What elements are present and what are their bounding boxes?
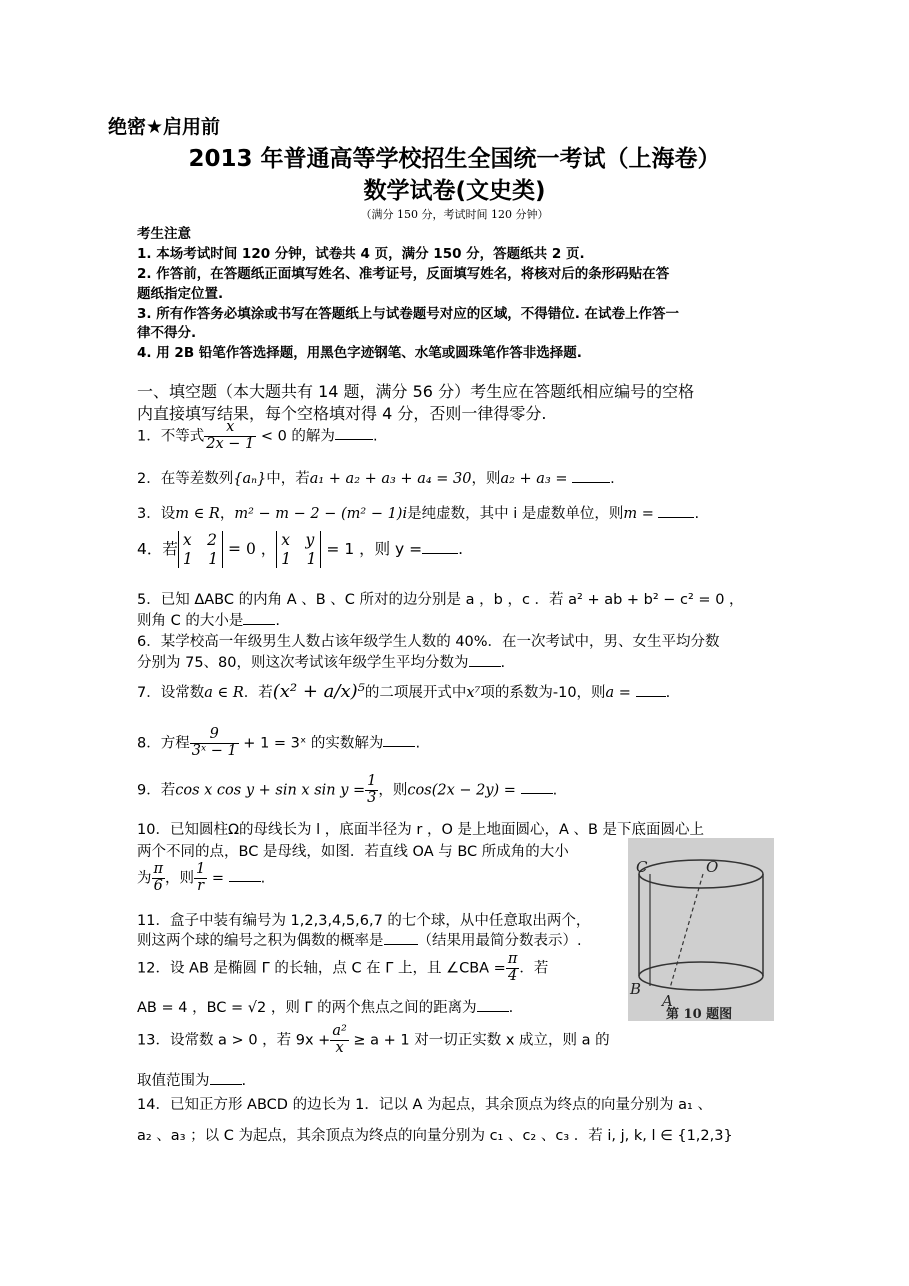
question-10: 10．已知圆柱Ω的母线长为 l ，底面半径为 r ，O 是上地面圆心，A 、B 是下底面圆心上 bbox=[137, 822, 705, 838]
score-info: （满分 150 分，考试时间 120 分钟） bbox=[360, 208, 549, 221]
q1-fraction: $\frac{x}{2x - 1}$ bbox=[206, 419, 255, 452]
q9-fraction: $\frac{1}{3}$ bbox=[367, 773, 377, 806]
answer-blank bbox=[572, 468, 610, 483]
question-6-cont: 分别为 75、80，则这次考试该年级学生平均分数为 . bbox=[137, 651, 505, 672]
label-C: C bbox=[636, 858, 648, 876]
question-13-cont: 取值范围为 . bbox=[137, 1069, 246, 1090]
answer-blank bbox=[469, 652, 501, 667]
cylinder-diagram bbox=[628, 838, 774, 1021]
secret-label: 绝密★启用前 bbox=[108, 116, 221, 138]
answer-blank bbox=[658, 503, 694, 518]
question-9: 9．若cos x cos y + sin x sin y = $\frac{1}{3}$ ，则cos(2x − 2y) = . bbox=[137, 773, 558, 806]
answer-blank bbox=[243, 610, 275, 625]
answer-blank bbox=[229, 867, 261, 882]
exam-title: 2013 年普通高等学校招生全国统一考试（上海卷） bbox=[188, 146, 721, 172]
question-10-cont: 两个不同的点，BC 是母线，如图．若直线 OA 与 BC 所成角的大小 bbox=[137, 844, 569, 860]
question-3: 3．设m ∈ R，m² − m − 2 − (m² − 1)i是纯虚数，其中 i 是虚数单位，则m = . bbox=[137, 502, 699, 523]
notice-heading: 考生注意 bbox=[137, 226, 191, 242]
answer-blank bbox=[384, 930, 418, 945]
notice-item: 1. 本场考试时间 120 分钟，试卷共 4 页，满分 150 分，答题纸共 2 页. bbox=[137, 246, 585, 262]
determinant-2: x y 1 1 bbox=[276, 531, 321, 568]
answer-blank bbox=[422, 539, 458, 554]
label-A: A bbox=[662, 992, 673, 1010]
question-10-cont2: 为 $\frac{\pi}{6}$ ，则 $\frac{1}{r}$ = . bbox=[137, 861, 266, 894]
line-OA bbox=[670, 874, 703, 988]
answer-blank bbox=[521, 779, 553, 794]
question-12-cont: AB = 4 ，BC = √2 ，则 Γ 的两个焦点之间的距离为 . bbox=[137, 996, 513, 1017]
figure-caption: 第 10 题图 bbox=[666, 1007, 733, 1021]
notice-item: 题纸指定位置. bbox=[137, 286, 224, 302]
question-12: 12．设 AB 是椭圆 Γ 的长轴，点 C 在 Γ 上，且 ∠CBA = $\frac{\pi}{4}$ ．若 bbox=[137, 951, 549, 984]
answer-blank bbox=[383, 732, 415, 747]
question-13: 13．设常数 a > 0 ，若 9x + $\frac{\text{a²}}{x}$ ≥ a + 1 对一切正实数 x 成立，则 a 的 bbox=[137, 1023, 610, 1056]
notice-item: 2. 作答前，在答题纸正面填写姓名、准考证号，反面填写姓名，将核对后的条形码贴在答 bbox=[137, 266, 670, 282]
question-11: 11．盒子中装有编号为 1,2,3,4,5,6,7 的七个球，从中任意取出两个， bbox=[137, 913, 591, 929]
q1-text: 1．不等式 bbox=[137, 428, 205, 445]
label-B: B bbox=[630, 980, 642, 998]
q12-fraction: $\frac{\pi}{4}$ bbox=[507, 951, 518, 984]
question-2: 2．在等差数列{aₙ}中，若a₁ + a₂ + a₃ + a₄ = 30，则a₂ + a₃ = . bbox=[137, 467, 615, 488]
label-O: O bbox=[706, 858, 719, 876]
q10-fraction-1: $\frac{\pi}{6}$ bbox=[153, 861, 164, 894]
notice-item: 4. 用 2B 铅笔作答选择题，用黑色字迹钢笔、水笔或圆珠笔作答非选择题. bbox=[137, 345, 582, 361]
question-5: 5．已知 ΔABC 的内角 A 、B 、C 所对的边分别是 a ，b ，c ．若 a² + ab + b² − c² = 0 ， bbox=[137, 592, 744, 608]
section-instructions: 内直接填写结果，每个空格填对得 4 分，否则一律得零分. bbox=[137, 404, 547, 423]
q13-fraction: $\frac{\text{a²}}{x}$ bbox=[332, 1023, 347, 1056]
answer-blank bbox=[636, 682, 666, 697]
question-1: 1．不等式 $\frac{x}{2x - 1}$ < 0 的解为 . bbox=[137, 419, 378, 452]
question-11-cont: 则这两个球的编号之积为偶数的概率是 （结果用最简分数表示）. bbox=[137, 929, 582, 950]
question-14: 14．已知正方形 ABCD 的边长为 1．记以 A 为起点，其余顶点为终点的向量分别为 a₁ 、 bbox=[137, 1097, 712, 1113]
figure-cylinder bbox=[628, 838, 774, 1021]
answer-blank bbox=[210, 1070, 242, 1085]
question-14-cont: a₂ 、a₃ ；以 C 为起点，其余顶点为终点的向量分别为 c₁ 、c₂ 、c₃ ．若 i, j, k, l ∈ {1,2,3} bbox=[137, 1128, 733, 1144]
q8-fraction: $\frac{9}{\text{3ˣ − 1}}$ bbox=[191, 726, 237, 759]
answer-blank bbox=[477, 997, 509, 1012]
top-ellipse bbox=[639, 860, 763, 888]
bottom-ellipse bbox=[639, 962, 763, 990]
question-6: 6．某学校高一年级男生人数占该年级学生人数的 40%．在一次考试中，男、女生平均分数 bbox=[137, 634, 720, 650]
notice-item: 3. 所有作答务必填涂或书写在答题纸上与试卷题号对应的区域，不得错位. 在试卷上作答一 bbox=[137, 306, 680, 322]
exam-subtitle: 数学试卷(文史类) bbox=[363, 178, 546, 204]
question-4: 4．若 x 2 1 1 = 0 ， x y 1 1 = 1 ，则 y = . bbox=[137, 531, 464, 568]
notice-item: 律不得分. bbox=[137, 325, 197, 341]
question-7: 7．设常数a ∈ R．若(x² + a/x)⁵的二项展开式中x⁷项的系数为-10，则a = . bbox=[137, 681, 671, 702]
section-heading: 一、填空题（本大题共有 14 题，满分 56 分）考生应在答题纸相应编号的空格 bbox=[137, 382, 695, 401]
question-5-cont: 则角 C 的大小是 . bbox=[137, 609, 280, 630]
determinant-1: x 2 1 1 bbox=[178, 531, 223, 568]
answer-blank bbox=[335, 425, 373, 440]
q10-fraction-2: $\frac{1}{r}$ bbox=[196, 861, 206, 894]
question-8: 8．方程 $\frac{9}{\text{3ˣ − 1}}$ + 1 = 3ˣ 的实数解为 . bbox=[137, 726, 421, 759]
